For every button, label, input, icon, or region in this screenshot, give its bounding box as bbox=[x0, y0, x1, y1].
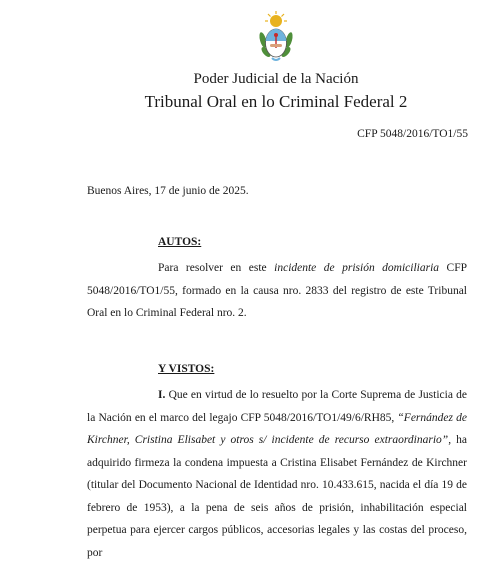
autos-text-italic: incidente de prisión domiciliaria bbox=[274, 262, 440, 274]
sun-icon bbox=[265, 11, 287, 27]
coat-of-arms-icon bbox=[256, 10, 296, 64]
vistos-text-3: , ha adquirido firmeza la condena impuesta a Cristina Elisabet Fernández de Kirchner (titular del Documento Nacional de Identidad nro. 10.433.615, nacida el día 19 de febrero de 1953), a la pena de seis años de prisión, inhabilitación especial perpetua para ejercer cargos públicos, accesorias legales y las costas del proceso, por bbox=[87, 434, 467, 559]
court-name: Tribunal Oral en lo Criminal Federal 2 bbox=[144, 92, 408, 111]
autos-paragraph bbox=[87, 257, 467, 325]
autos-text-1: Para resolver en este bbox=[158, 262, 275, 274]
vistos-paragraph bbox=[87, 384, 467, 564]
autos-heading: AUTOS: bbox=[158, 236, 202, 248]
vistos-numeral: I. bbox=[158, 389, 166, 401]
autos-text-3: CFP 5048/2016/TO1/55, formado en la causa nro. 2833 del registro de este Tribunal Oral en lo Criminal Federal nro. 2. bbox=[87, 262, 467, 319]
date-line: Buenos Aires, 17 de junio de 2025. bbox=[87, 185, 249, 197]
vistos-text-1: Que en virtud de lo resuelto por la Corte Suprema de Justicia de la Nación en el marco del legajo CFP 5048/2016/TO1/49/6/RH85, bbox=[87, 389, 467, 424]
vistos-heading: Y VISTOS: bbox=[158, 363, 215, 375]
institution-name: Poder Judicial de la Nación bbox=[193, 71, 359, 87]
vistos-text-italic: “Fernández de Kirchner, Cristina Elisabet y otros s/ incidente de recurso extraordinario” bbox=[87, 411, 467, 446]
case-reference: CFP 5048/2016/TO1/55 bbox=[357, 128, 468, 140]
